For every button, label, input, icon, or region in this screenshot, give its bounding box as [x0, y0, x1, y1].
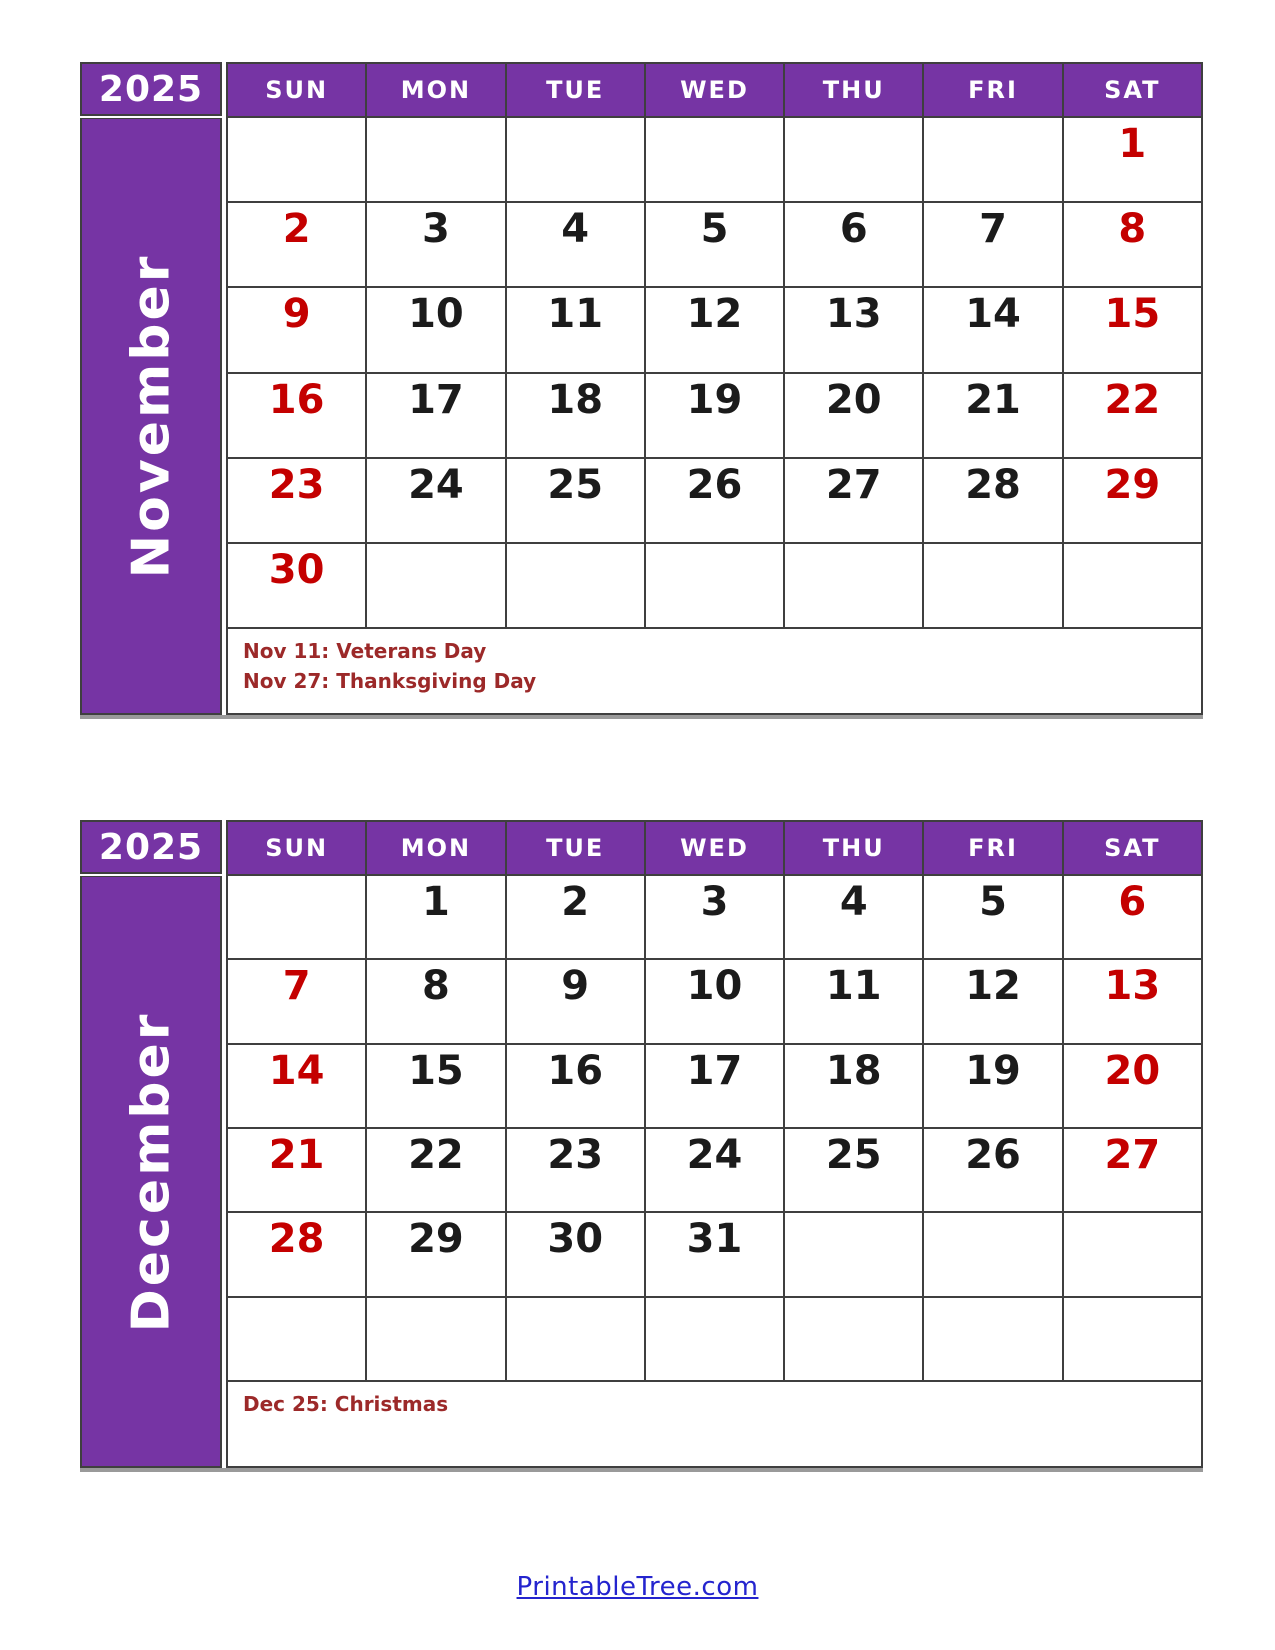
- week-row: [228, 116, 1201, 201]
- date-cell-december-3: 3: [646, 874, 785, 958]
- date-cell-december-13: 13: [1064, 958, 1201, 1042]
- date-cell-november-12: 12: [646, 286, 785, 371]
- holiday-note: Nov 11: Veterans Day: [243, 639, 487, 664]
- date-cell-december-30: 30: [507, 1211, 646, 1295]
- footer-link[interactable]: PrintableTree.com: [516, 1572, 759, 1602]
- date-cell-december-16: 16: [507, 1043, 646, 1127]
- empty-date-cell: [646, 116, 785, 201]
- date-cell-november-3: 3: [367, 201, 506, 286]
- date-cell-november-24: 24: [367, 457, 506, 542]
- date-cell-december-18: 18: [785, 1043, 924, 1127]
- date-cell-december-6: 6: [1064, 874, 1201, 958]
- empty-date-cell: [924, 1296, 1063, 1380]
- date-cell-december-23: 23: [507, 1127, 646, 1211]
- date-cell-november-18: 18: [507, 372, 646, 457]
- date-cell-december-19: 19: [924, 1043, 1063, 1127]
- month-column-november: [80, 118, 222, 715]
- date-cell-november-17: 17: [367, 372, 506, 457]
- day-header-mon: MON: [367, 64, 506, 116]
- empty-date-cell: [924, 116, 1063, 201]
- empty-date-cell: [507, 1296, 646, 1380]
- calendar-november: [80, 62, 1203, 715]
- week-row: [228, 1296, 1201, 1380]
- empty-date-cell: [785, 542, 924, 627]
- week-row: [228, 286, 1201, 371]
- date-cell-november-8: 8: [1064, 201, 1201, 286]
- empty-date-cell: [507, 116, 646, 201]
- empty-date-cell: [1064, 1211, 1201, 1295]
- date-cell-november-22: 22: [1064, 372, 1201, 457]
- date-cell-december-22: 22: [367, 1127, 506, 1211]
- date-cell-december-4: 4: [785, 874, 924, 958]
- date-cell-december-5: 5: [924, 874, 1063, 958]
- empty-date-cell: [367, 542, 506, 627]
- week-row: [228, 958, 1201, 1042]
- empty-date-cell: [785, 1211, 924, 1295]
- date-cell-november-7: 7: [924, 201, 1063, 286]
- empty-date-cell: [1064, 1296, 1201, 1380]
- day-header-sun: SUN: [228, 64, 367, 116]
- date-cell-december-28: 28: [228, 1211, 367, 1295]
- empty-date-cell: [646, 542, 785, 627]
- day-header-wed: WED: [646, 822, 785, 874]
- date-cell-december-11: 11: [785, 958, 924, 1042]
- date-cell-november-13: 13: [785, 286, 924, 371]
- week-row: [228, 201, 1201, 286]
- day-header-sun: SUN: [228, 822, 367, 874]
- date-cell-december-17: 17: [646, 1043, 785, 1127]
- day-header-tue: TUE: [507, 64, 646, 116]
- empty-date-cell: [924, 1211, 1063, 1295]
- day-header-thu: THU: [785, 822, 924, 874]
- date-cell-november-14: 14: [924, 286, 1063, 371]
- year-label: 2025: [80, 62, 222, 116]
- date-cell-november-15: 15: [1064, 286, 1201, 371]
- month-column-december: [80, 876, 222, 1468]
- year-label: 2025: [80, 820, 222, 874]
- date-cell-november-30: 30: [228, 542, 367, 627]
- holiday-note: Dec 25: Christmas: [243, 1391, 449, 1416]
- date-cell-december-25: 25: [785, 1127, 924, 1211]
- empty-date-cell: [1064, 542, 1201, 627]
- empty-date-cell: [785, 1296, 924, 1380]
- day-header-row: [228, 64, 1201, 116]
- date-cell-november-4: 4: [507, 201, 646, 286]
- date-cell-november-16: 16: [228, 372, 367, 457]
- date-cell-december-2: 2: [507, 874, 646, 958]
- calendar-december: [80, 820, 1203, 1468]
- day-header-fri: FRI: [924, 822, 1063, 874]
- date-cell-november-20: 20: [785, 372, 924, 457]
- calendar-grid: [226, 62, 1203, 715]
- empty-date-cell: [367, 116, 506, 201]
- holiday-note: Nov 27: Thanksgiving Day: [243, 669, 537, 694]
- date-cell-november-11: 11: [507, 286, 646, 371]
- holiday-notes: [228, 1380, 1201, 1466]
- month-label: November: [121, 253, 182, 579]
- week-row: [228, 542, 1201, 627]
- empty-date-cell: [228, 116, 367, 201]
- empty-date-cell: [228, 874, 367, 958]
- day-header-mon: MON: [367, 822, 506, 874]
- date-cell-december-20: 20: [1064, 1043, 1201, 1127]
- date-cell-november-21: 21: [924, 372, 1063, 457]
- month-label: December: [121, 1011, 181, 1332]
- day-header-sat: SAT: [1104, 834, 1161, 862]
- week-row: [228, 1043, 1201, 1127]
- date-cell-november-25: 25: [507, 457, 646, 542]
- empty-date-cell: [367, 1296, 506, 1380]
- date-cell-november-28: 28: [924, 457, 1063, 542]
- week-row: [228, 874, 1201, 958]
- date-cell-december-27: 27: [1064, 1127, 1201, 1211]
- date-cell-december-21: 21: [228, 1127, 367, 1211]
- week-row: [228, 457, 1201, 542]
- date-cell-november-5: 5: [646, 201, 785, 286]
- date-cell-november-27: 27: [785, 457, 924, 542]
- week-row: [228, 1211, 1201, 1295]
- date-cell-december-8: 8: [367, 958, 506, 1042]
- day-header-tue: TUE: [507, 822, 646, 874]
- day-header-sat: SAT: [1104, 76, 1161, 104]
- week-row: [228, 372, 1201, 457]
- date-cell-november-9: 9: [228, 286, 367, 371]
- holiday-notes: [228, 627, 1201, 713]
- date-cell-november-19: 19: [646, 372, 785, 457]
- day-header-wed: WED: [646, 64, 785, 116]
- date-cell-november-2: 2: [228, 201, 367, 286]
- date-cell-december-10: 10: [646, 958, 785, 1042]
- empty-date-cell: [785, 116, 924, 201]
- empty-date-cell: [228, 1296, 367, 1380]
- week-row: [228, 1127, 1201, 1211]
- day-header-row: [228, 822, 1201, 874]
- date-cell-november-29: 29: [1064, 457, 1201, 542]
- calendar-grid: [226, 820, 1203, 1468]
- day-header-thu: THU: [785, 64, 924, 116]
- footer: [0, 1572, 1275, 1602]
- date-cell-december-31: 31: [646, 1211, 785, 1295]
- date-cell-november-23: 23: [228, 457, 367, 542]
- date-cell-november-1: 1: [1064, 116, 1201, 201]
- date-cell-december-12: 12: [924, 958, 1063, 1042]
- empty-date-cell: [646, 1296, 785, 1380]
- empty-date-cell: [507, 542, 646, 627]
- date-cell-december-24: 24: [646, 1127, 785, 1211]
- date-cell-december-14: 14: [228, 1043, 367, 1127]
- date-cell-december-29: 29: [367, 1211, 506, 1295]
- date-cell-december-15: 15: [367, 1043, 506, 1127]
- empty-date-cell: [924, 542, 1063, 627]
- date-cell-december-9: 9: [507, 958, 646, 1042]
- date-cell-december-7: 7: [228, 958, 367, 1042]
- date-cell-november-10: 10: [367, 286, 506, 371]
- date-cell-december-1: 1: [367, 874, 506, 958]
- date-cell-november-6: 6: [785, 201, 924, 286]
- date-cell-december-26: 26: [924, 1127, 1063, 1211]
- day-header-fri: FRI: [924, 64, 1063, 116]
- date-cell-november-26: 26: [646, 457, 785, 542]
